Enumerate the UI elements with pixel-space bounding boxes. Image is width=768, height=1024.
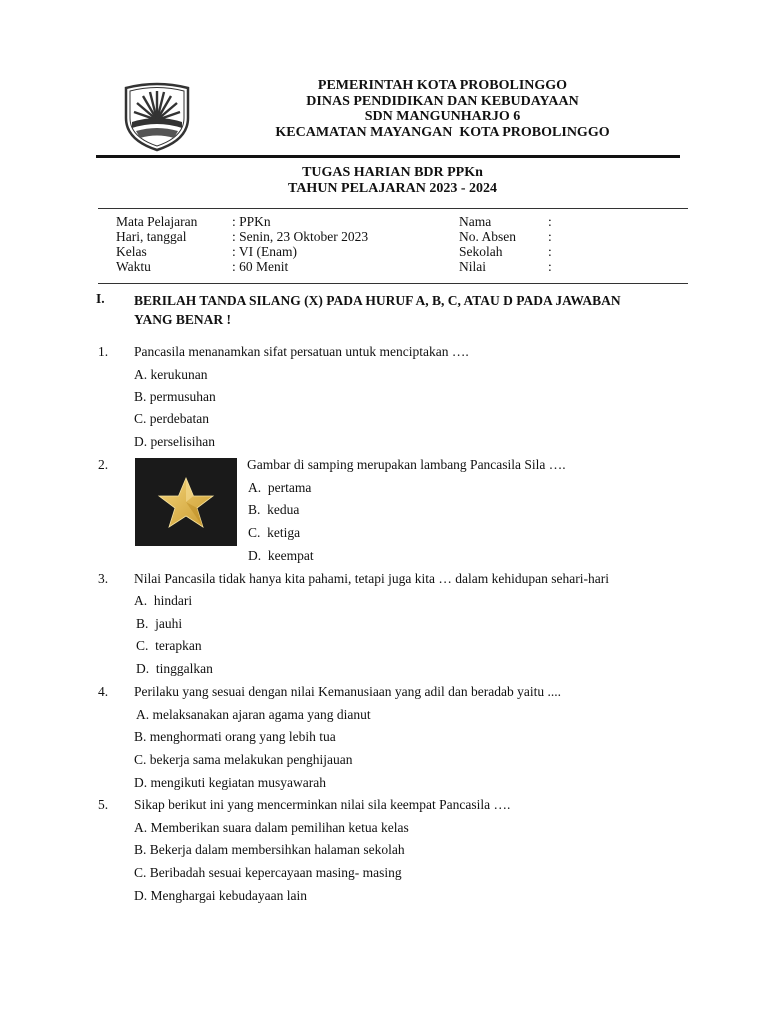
question-3-option-a: A. hindari [134,593,193,608]
info-label: Nilai [459,259,486,274]
info-value: : 60 Menit [232,259,289,274]
letterhead-divider [96,155,680,158]
letterhead-line-1: PEMERINTAH KOTA PROBOLINGGO [317,78,568,93]
info-value: : VI (Enam) [232,244,297,259]
question-2-option-c: C. ketiga [248,525,301,540]
info-top-divider [98,208,688,209]
info-value: : [548,259,552,274]
star-image [135,458,237,546]
question-1-option-b: B. permusuhan [134,389,216,404]
info-label: No. Absen [459,229,516,244]
document-title [200,165,585,197]
title-line-1: TUGAS HARIAN BDR PPKn [302,165,483,180]
info-label: Mata Pelajaran [116,214,198,229]
question-4-option-a: A. melaksanakan ajaran agama yang dianut [136,707,371,722]
question-4-number: 4. [98,684,109,699]
question-4-option-c: C. bekerja sama melakukan penghijauan [134,752,353,767]
info-label: Waktu [116,259,151,274]
info-label: Hari, tanggal [116,229,187,244]
info-left-values [232,214,368,274]
info-label: Sekolah [459,244,503,259]
info-value: : [548,244,552,259]
question-2-number: 2. [98,457,109,472]
question-1-option-a: A. kerukunan [134,367,208,382]
question-3-option-b: B. jauhi [136,616,183,631]
letterhead-line-4: KECAMATAN MAYANGAN KOTA PROBOLINGGO [275,124,610,140]
question-5-option-d: D. Menghargai kebudayaan lain [134,888,307,903]
info-right-values [548,214,552,274]
question-3-number: 3. [98,571,109,586]
question-5-option-a: A. Memberikan suara dalam pemilihan ketua kelas [134,820,409,835]
question-2-text: Gambar di samping merupakan lambang Pancasila Sila …. [247,457,566,472]
question-4-option-d: D. mengikuti kegiatan musyawarah [134,775,326,790]
gold-star-icon [135,458,237,546]
question-5-option-b: B. Bekerja dalam membersihkan halaman sekolah [134,842,405,857]
letterhead-line-3: SDN MANGUNHARJO 6 [364,109,521,124]
question-3-text: Nilai Pancasila tidak hanya kita pahami, tetapi juga kita … dalam kehidupan sehari-hari [134,571,609,586]
info-value: : PPKn [232,214,271,229]
letterhead-line-2: DINAS PENDIDIKAN DAN KEBUDAYAAN [306,93,579,109]
info-right-labels [459,214,516,274]
question-4-option-b: B. menghormati orang yang lebih tua [134,729,336,744]
question-3-option-d: D. tinggalkan [136,661,213,676]
info-label: Kelas [116,244,147,259]
question-3-option-c: C. terapkan [136,638,202,653]
section-instruction: BERILAH TANDA SILANG (X) PADA HURUF A, B, C, ATAU D PADA JAWABAN YANG BENAR ! [134,293,621,327]
info-label: Nama [459,214,492,229]
section-number: I. [96,291,105,306]
question-4-text: Perilaku yang sesuai dengan nilai Kemanusiaan yang adil dan beradab yaitu .... [134,684,561,699]
question-1-text: Pancasila menanamkan sifat persatuan untuk menciptakan …. [134,344,469,359]
info-value: : Senin, 23 Oktober 2023 [232,229,369,244]
info-value: : [548,229,552,244]
city-emblem-icon [120,78,194,152]
question-1-option-d: D. perselisihan [134,434,215,449]
question-5-number: 5. [98,797,109,812]
info-left-labels [116,214,197,274]
question-2-option-a: A. pertama [248,480,312,495]
info-bottom-divider [98,283,688,284]
letterhead [200,78,685,140]
question-2-option-d: D. keempat [248,548,314,563]
title-line-2: TAHUN PELAJARAN 2023 - 2024 [288,181,497,196]
question-1-option-c: C. perdebatan [134,411,209,426]
info-value: : [548,214,552,229]
question-1-number: 1. [98,344,109,359]
question-2-option-b: B. kedua [248,502,300,517]
question-5-text: Sikap berikut ini yang mencerminkan nilai sila keempat Pancasila …. [134,797,511,812]
question-5-option-c: C. Beribadah sesuai kepercayaan masing- masing [134,865,402,880]
